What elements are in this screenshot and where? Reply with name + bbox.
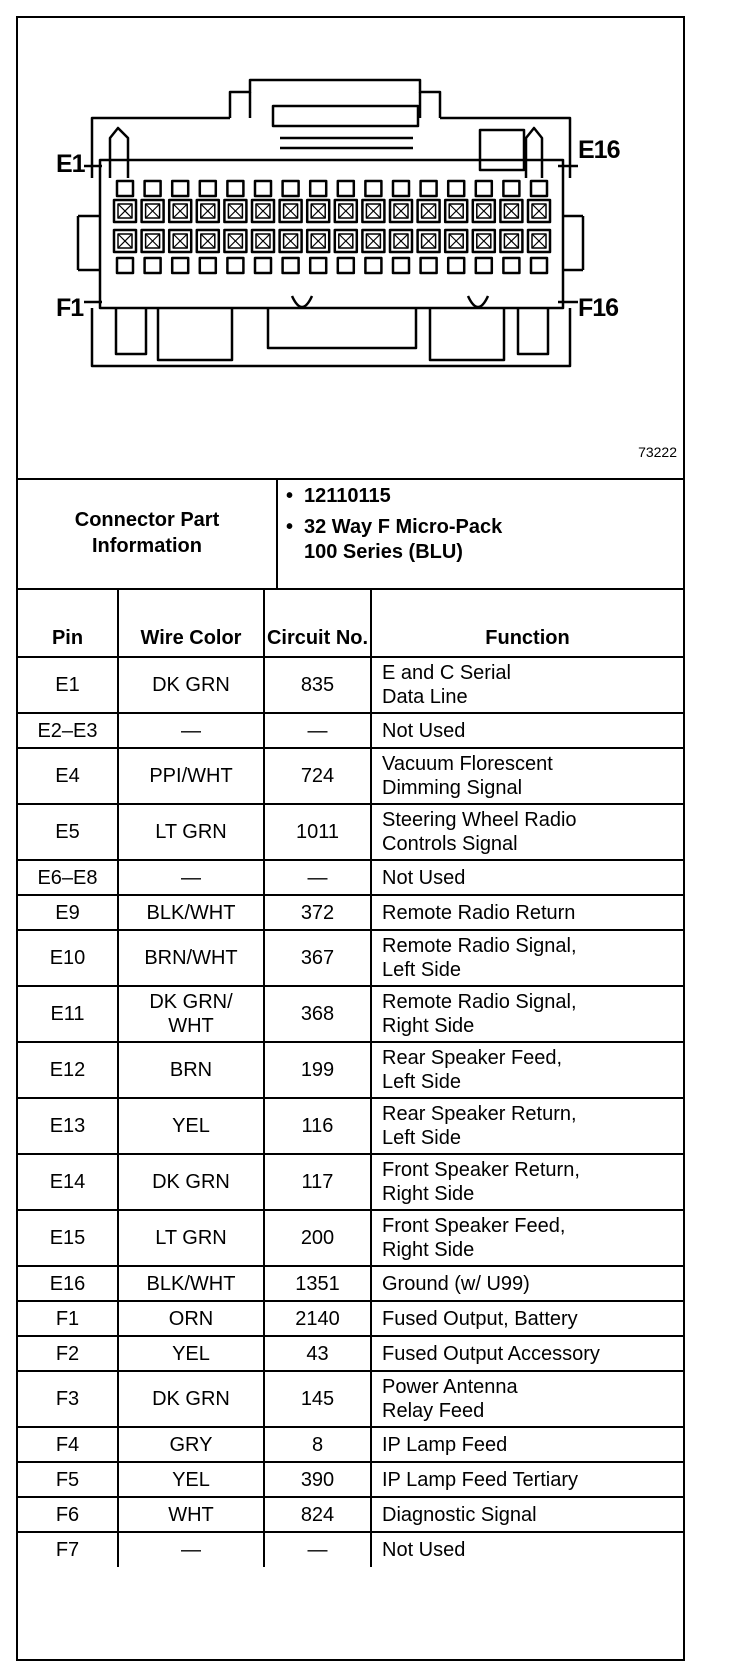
pin-label-e16: E16 [578,136,620,164]
lower-latch-slot [283,258,299,273]
circuit-number-cell: 835 [300,674,335,696]
table-row [18,930,683,986]
function-cell: IP Lamp Feed Tertiary [382,1468,579,1491]
pin-cell: F5 [55,1468,80,1491]
pin-cell: E1 [55,674,80,696]
table-header-row [18,589,683,657]
upper-latch-slot [365,181,381,196]
upper-latch-slot [503,181,519,196]
upper-latch-slot [531,181,547,196]
table-row [18,860,683,895]
pinout-table [18,588,683,1567]
table-row [18,1462,683,1497]
lower-latch-slot [448,258,464,273]
pin-cell: F7 [55,1539,80,1561]
wire-color-cell: — [181,1539,201,1561]
function-cell: Not Used [382,1539,466,1561]
wire-color-cell: BLK/WHT [146,901,236,924]
connector-description: 32 Way F Micro-Pack 100 Series (BLU) [304,516,503,563]
circuit-number-cell: 200 [300,1227,335,1249]
lower-latch-slot [310,258,326,273]
lower-latch-slot [393,258,409,273]
column-header-function: Function [371,589,683,657]
wire-color-cell: LT GRN [155,1227,227,1249]
lower-latch-slot [531,258,547,273]
table-row [18,1042,683,1098]
pin-cell: F1 [55,1307,80,1330]
lower-latch-slot [172,258,188,273]
circuit-number-cell: — [307,866,328,889]
function-cell: Ground (w/ U99) [382,1272,530,1295]
function-cell: Rear Speaker Feed, Left Side [382,1047,563,1093]
pin-cell: E4 [55,765,80,787]
figure-number: 73222 [638,444,677,460]
connector-end-view-sheet [16,16,685,1661]
circuit-number-cell: 390 [300,1468,335,1491]
upper-latch-slot [338,181,354,196]
pin-cell: F4 [55,1433,80,1456]
connector-diagram [18,18,683,480]
connector-info-list [286,484,676,571]
upper-latch-slot [476,181,492,196]
table-row [18,1301,683,1336]
circuit-number-cell: — [307,719,328,742]
table-row [18,713,683,748]
upper-latch-slot [255,181,271,196]
upper-latch-slot [227,181,243,196]
table-row [18,657,683,713]
wire-color-cell: BRN/WHT [144,947,238,969]
lower-latch-slot [255,258,271,273]
wire-color-cell: WHT [168,1503,214,1526]
lower-latch-slot [200,258,216,273]
table-row [18,895,683,930]
circuit-number-cell: 1011 [295,821,339,843]
circuit-number-cell: 116 [301,1115,334,1137]
function-cell: Vacuum Florescent Dimming Signal [382,753,553,799]
upper-latch-slot [421,181,437,196]
connector-part-information [18,478,683,590]
circuit-number-cell: 824 [300,1503,335,1526]
function-cell: Steering Wheel Radio Controls Signal [382,809,577,855]
pin-cell: E14 [49,1171,86,1193]
table-row [18,1098,683,1154]
lower-latch-slot [476,258,492,273]
wire-color-cell: BRN [169,1059,213,1081]
column-header-circuit-no: Circuit No. [264,589,371,657]
pin-cell: E9 [55,901,80,924]
lower-latch-slot [365,258,381,273]
pin-cell: E13 [49,1115,86,1137]
table-row [18,1210,683,1266]
pin-cell: F2 [55,1342,80,1365]
table-row [18,1427,683,1462]
table-row [18,748,683,804]
pinout-rows [18,657,683,1567]
lower-latch-slot [227,258,243,273]
wire-color-cell: DK GRN [152,674,230,696]
lower-latch-slot [421,258,437,273]
lower-latch-slot [145,258,161,273]
wire-color-cell: DK GRN [152,1171,230,1193]
pin-cell: E6–E8 [37,866,98,889]
circuit-number-cell: 368 [300,1003,335,1025]
pin-label-e1: E1 [56,150,85,178]
circuit-number-cell: 724 [300,765,335,787]
pin-cell: F3 [55,1388,80,1410]
circuit-number-cell: 367 [300,947,335,969]
wire-color-cell: — [181,866,201,889]
function-cell: Not Used [382,719,466,742]
pin-cell: E5 [55,821,80,843]
connector-info-item [286,484,676,509]
circuit-number-cell: 145 [300,1388,335,1410]
table-row [18,1336,683,1371]
wire-color-cell: LT GRN [155,821,227,843]
function-cell: Diagnostic Signal [382,1503,537,1526]
table-row [18,1532,683,1567]
upper-latch-slot [117,181,133,196]
function-cell: Fused Output, Battery [382,1307,578,1330]
circuit-number-cell: 1351 [295,1272,340,1295]
circuit-number-cell: 372 [300,901,335,924]
wire-color-cell: YEL [172,1115,210,1137]
connector-info-header: Connector Part Information [18,478,278,588]
function-cell: Front Speaker Feed, Right Side [382,1215,566,1261]
function-cell: Power Antenna Relay Feed [382,1376,518,1422]
table-row [18,1371,683,1427]
wire-color-cell: DK GRN [152,1388,230,1410]
table-row [18,1497,683,1532]
upper-latch-slot [393,181,409,196]
function-cell: E and C Serial Data Line [382,662,511,708]
pin-cell: E12 [49,1059,86,1081]
upper-latch-slot [310,181,326,196]
upper-latch-slot [200,181,216,196]
upper-latch-slot [145,181,161,196]
connector-32-way-icon [18,18,683,478]
lower-latch-slot [117,258,133,273]
part-number: 12110115 [304,485,391,507]
pin-cell: E15 [49,1227,86,1249]
wire-color-cell: ORN [168,1307,214,1330]
lower-latch-slot [503,258,519,273]
circuit-number-cell: 8 [311,1433,324,1456]
wire-color-cell: PPI/WHT [149,765,233,787]
circuit-number-cell: 43 [306,1342,329,1365]
wire-color-cell: BLK/WHT [146,1272,236,1295]
table-row [18,986,683,1042]
table-row [18,1266,683,1301]
function-cell: Fused Output Accessory [382,1342,600,1365]
upper-latch-slot [172,181,188,196]
function-cell: Remote Radio Return [382,901,576,924]
pin-label-f16: F16 [578,294,619,322]
pin-cell: E10 [49,947,86,969]
function-cell: Remote Radio Signal, Left Side [382,935,577,981]
upper-latch-slot [448,181,464,196]
column-header-wire-color: Wire Color [118,589,264,657]
wire-color-cell: GRY [169,1433,213,1456]
circuit-number-cell: — [307,1539,328,1561]
function-cell: Not Used [382,866,466,889]
table-row [18,1154,683,1210]
wire-color-cell: DK GRN/ WHT [149,991,233,1037]
function-cell: Remote Radio Signal, Right Side [382,991,577,1037]
circuit-number-cell: 199 [300,1059,335,1081]
wire-color-cell: YEL [172,1342,210,1365]
bullet-icon: • [286,516,294,538]
connector-info-item [286,515,676,565]
circuit-number-cell: 2140 [295,1307,340,1330]
wire-color-cell: — [181,719,201,742]
function-cell: Front Speaker Return, Right Side [382,1159,580,1205]
pin-cell: E11 [50,1003,85,1025]
function-cell: IP Lamp Feed [382,1433,508,1456]
pin-cell: F6 [55,1503,80,1526]
pin-label-f1: F1 [56,294,84,322]
table-row [18,804,683,860]
bullet-icon: • [286,485,294,507]
wire-color-cell: YEL [172,1468,210,1491]
lower-latch-slot [338,258,354,273]
pin-cell: E16 [49,1272,86,1295]
circuit-number-cell: 117 [301,1171,334,1193]
pin-cell: E2–E3 [37,719,98,742]
upper-latch-slot [283,181,299,196]
column-header-pin: Pin [18,589,118,657]
function-cell: Rear Speaker Return, Left Side [382,1103,577,1149]
